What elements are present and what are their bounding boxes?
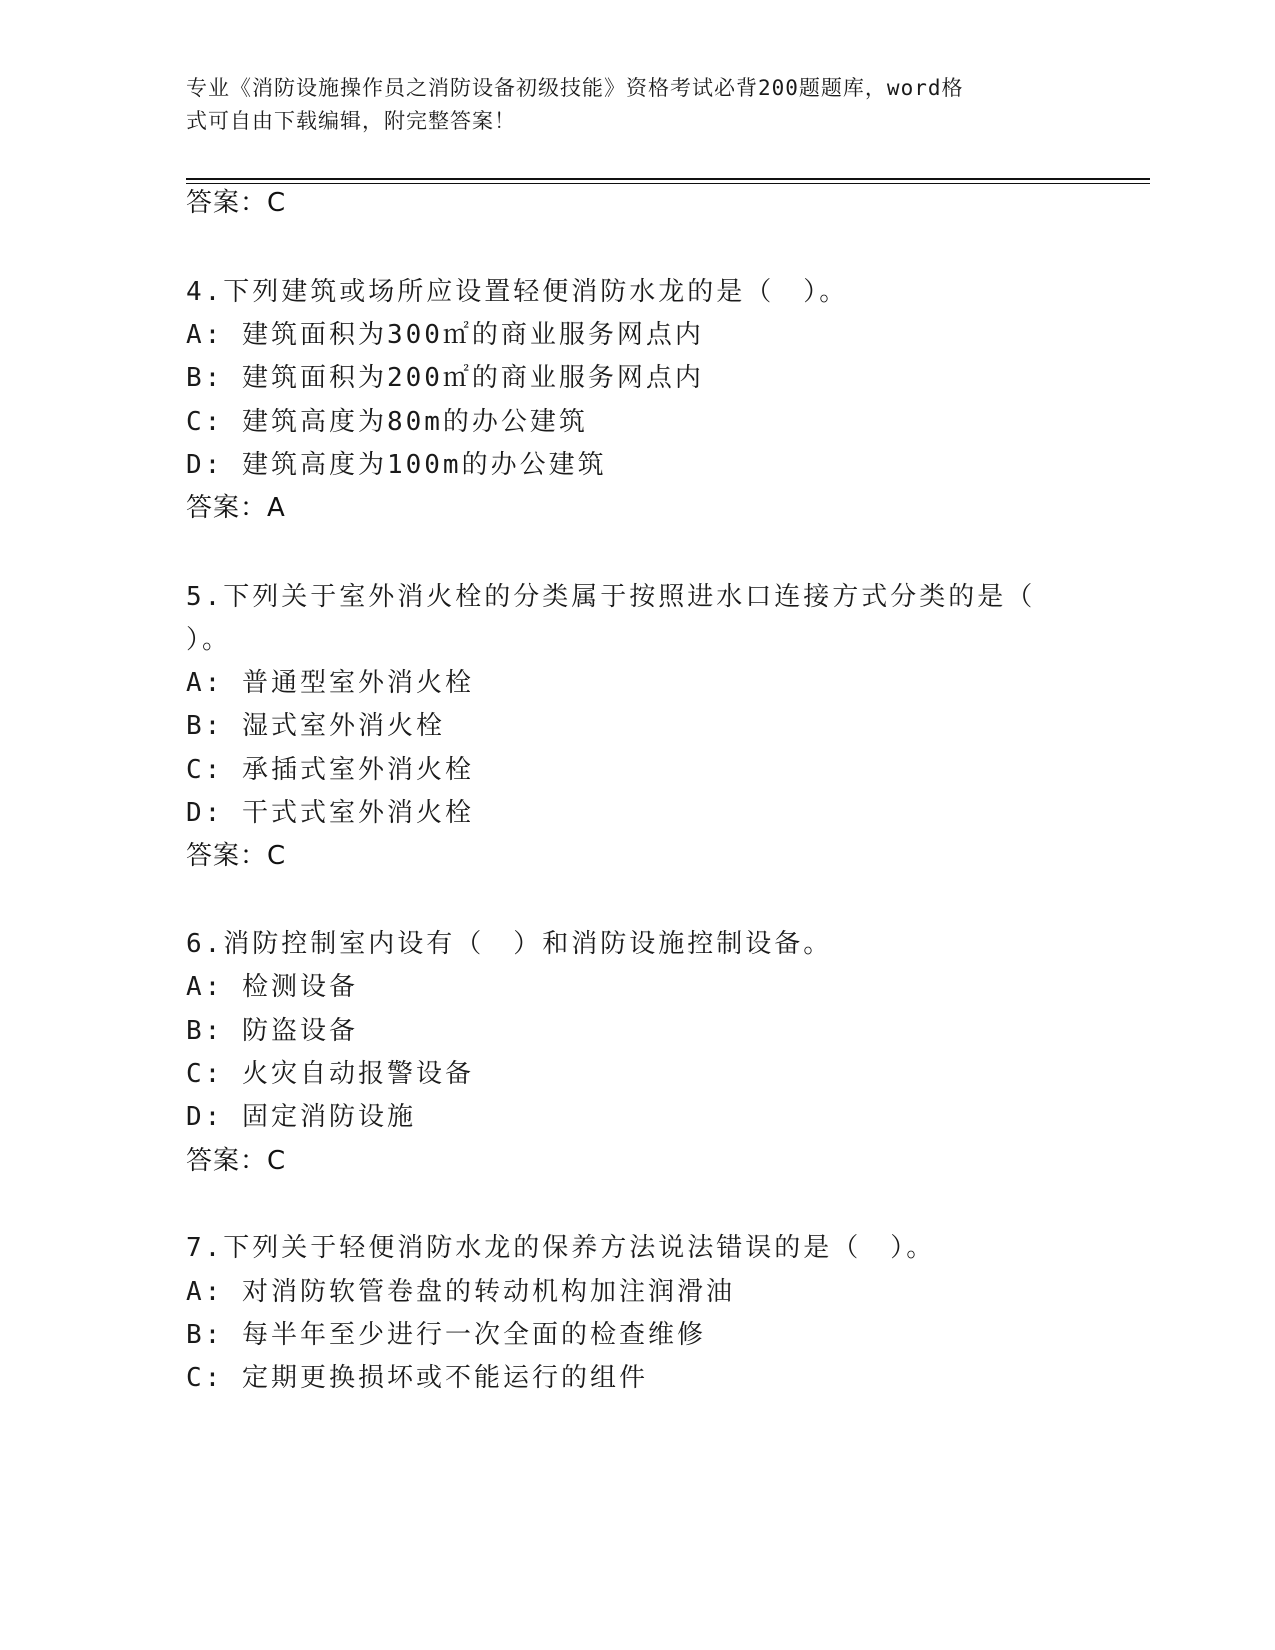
question-7-stem: 7.下列关于轻便消防水龙的保养方法说法错误的是（ ）。 — [186, 1233, 936, 1263]
question-5-stem: 5.下列关于室外消火栓的分类属于按照进水口连接方式分类的是（ — [186, 582, 1036, 612]
header-line-1: 专业《消防设施操作员之消防设备初级技能》资格考试必背200题题库，word格 — [186, 76, 964, 100]
document-header — [186, 72, 1066, 138]
question-4-stem: 4.下列建筑或场所应设置轻便消防水龙的是（ ）。 — [186, 277, 849, 307]
question-4-option-c: C: 建筑高度为80m的办公建筑 — [186, 407, 588, 437]
question-5-option-b: B: 湿式室外消火栓 — [186, 711, 445, 741]
question-5-option-c: C: 承插式室外消火栓 — [186, 755, 474, 785]
question-6-option-a: A: 检测设备 — [186, 972, 358, 1002]
question-6-option-d: D: 固定消防设施 — [186, 1102, 416, 1132]
question-4-option-b: B: 建筑面积为200㎡的商业服务网点内 — [186, 363, 704, 393]
question-5-answer: 答案：C — [186, 841, 287, 871]
question-4-option-a: A: 建筑面积为300㎡的商业服务网点内 — [186, 320, 704, 350]
question-5-stem-continued: ）。 — [186, 625, 232, 655]
question-7-option-b: B: 每半年至少进行一次全面的检查维修 — [186, 1320, 706, 1350]
question-6-stem: 6.消防控制室内设有（ ）和消防设施控制设备。 — [186, 929, 833, 959]
header-divider — [186, 178, 1150, 184]
question-6-option-c: C: 火灾自动报警设备 — [186, 1059, 474, 1089]
question-6-option-b: B: 防盗设备 — [186, 1016, 358, 1046]
question-7-option-c: C: 定期更换损坏或不能运行的组件 — [186, 1363, 648, 1393]
question-4-answer: 答案：A — [186, 493, 286, 523]
question-7-option-a: A: 对消防软管卷盘的转动机构加注润滑油 — [186, 1277, 735, 1307]
header-line-2: 式可自由下载编辑，附完整答案！ — [186, 109, 516, 133]
previous-answer: 答案：C — [186, 188, 287, 218]
question-5-option-d: D: 干式式室外消火栓 — [186, 798, 474, 828]
question-6-answer: 答案：C — [186, 1146, 287, 1176]
question-4-option-d: D: 建筑高度为100m的办公建筑 — [186, 450, 607, 480]
question-5-option-a: A: 普通型室外消火栓 — [186, 668, 474, 698]
